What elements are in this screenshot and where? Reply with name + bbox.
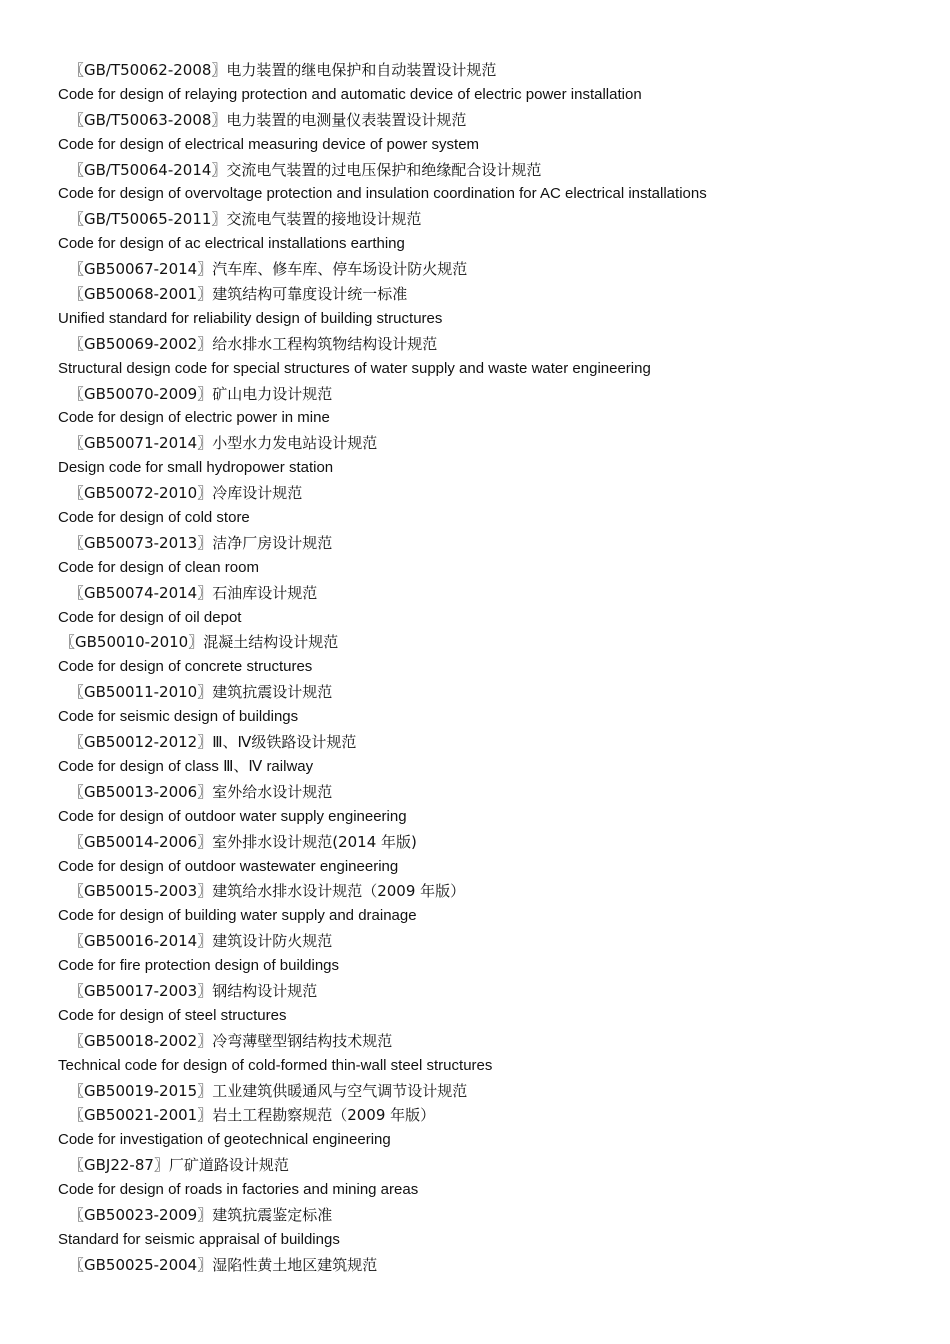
- standard-english-title: Code for design of oil depot: [58, 608, 242, 626]
- standard-english-title: Code for design of steel structures: [58, 1006, 287, 1024]
- standard-code-chinese-title: 〖GB50014-2006〗室外排水设计规范(2014 年版): [69, 832, 417, 851]
- standard-english-title: Structural design code for special structures of water supply and waste water engineering: [58, 359, 651, 377]
- standard-code-chinese-title: 〖GB50070-2009〗矿山电力设计规范: [69, 384, 333, 403]
- standard-code-chinese-title: 〖GB50015-2003〗建筑给水排水设计规范（2009 年版）: [69, 882, 466, 901]
- standard-english-title: Code for design of outdoor wastewater engineering: [58, 857, 399, 875]
- standard-code-chinese-title: 〖GB50018-2002〗冷弯薄壁型钢结构技术规范: [69, 1031, 393, 1050]
- standard-english-title: Code for design of outdoor water supply engineering: [58, 807, 407, 825]
- standard-english-title: Code for design of electrical measuring device of power system: [58, 135, 480, 153]
- standard-english-title: Code for design of relaying protection and automatic device of electric power installation: [58, 85, 642, 103]
- standard-code-chinese-title: 〖GB/T50065-2011〗交流电气装置的接地设计规范: [69, 210, 422, 229]
- standard-english-title: Code for fire protection design of buildings: [58, 957, 340, 975]
- standard-code-chinese-title: 〖GB50023-2009〗建筑抗震鉴定标准: [69, 1205, 333, 1224]
- standard-code-chinese-title: 〖GB50069-2002〗给水排水工程构筑物结构设计规范: [69, 334, 438, 353]
- standard-code-chinese-title: 〖GB50013-2006〗室外给水设计规范: [69, 782, 333, 801]
- standard-code-chinese-title: 〖GB50072-2010〗冷库设计规范: [69, 484, 303, 503]
- standard-english-title: Design code for small hydropower station: [58, 459, 334, 477]
- standard-english-title: Unified standard for reliability design of building structures: [58, 309, 443, 327]
- standard-english-title: Code for design of cold store: [58, 509, 250, 527]
- standard-english-title: Code for design of ac electrical installations earthing: [58, 235, 405, 253]
- standard-code-chinese-title: 〖GB50068-2001〗建筑结构可靠度设计统一标准: [69, 285, 408, 304]
- standard-english-title: Code for design of concrete structures: [58, 658, 313, 676]
- standard-english-title: Code for design of class Ⅲ、Ⅳ railway: [58, 757, 314, 775]
- standard-code-chinese-title: 〖GB50073-2013〗洁净厂房设计规范: [69, 533, 333, 552]
- standard-code-chinese-title: 〖GB50011-2010〗建筑抗震设计规范: [69, 683, 333, 702]
- standard-english-title: Code for seismic design of buildings: [58, 708, 299, 726]
- standard-code-chinese-title: 〖GBJ22-87〗厂矿道路设计规范: [69, 1156, 289, 1175]
- standard-english-title: Code for design of electric power in mine: [58, 409, 330, 427]
- standard-code-chinese-title: 〖GB50074-2014〗石油库设计规范: [69, 583, 318, 602]
- standard-english-title: Code for design of roads in factories and mining areas: [58, 1181, 419, 1199]
- standard-code-chinese-title: 〖GB50071-2014〗小型水力发电站设计规范: [69, 434, 378, 453]
- standard-code-chinese-title: 〖GB/T50062-2008〗电力装置的继电保护和自动装置设计规范: [69, 61, 497, 79]
- standard-code-chinese-title: 〖GB50021-2001〗岩土工程勘察规范（2009 年版）: [69, 1106, 436, 1125]
- standard-code-chinese-title: 〖GB50067-2014〗汽车库、修车库、停车场设计防火规范: [69, 260, 468, 279]
- standard-code-chinese-title: 〖GB50019-2015〗工业建筑供暖通风与空气调节设计规范: [69, 1081, 468, 1100]
- standard-english-title: Code for design of clean room: [58, 558, 259, 576]
- standard-code-chinese-title: 〖GB50010-2010〗混凝土结构设计规范: [60, 633, 339, 652]
- standard-code-chinese-title: 〖GB50017-2003〗钢结构设计规范: [69, 981, 318, 1000]
- standard-english-title: Standard for seismic appraisal of buildings: [58, 1230, 340, 1248]
- standard-code-chinese-title: 〖GB50016-2014〗建筑设计防火规范: [69, 932, 333, 951]
- standard-code-chinese-title: 〖GB50012-2012〗Ⅲ、Ⅳ级铁路设计规范: [69, 733, 357, 752]
- standards-list: [58, 58, 918, 1278]
- standard-code-chinese-title: 〖GB/T50063-2008〗电力装置的电测量仪表装置设计规范: [69, 110, 467, 129]
- standard-english-title: Technical code for design of cold-formed thin-wall steel structures: [58, 1056, 493, 1074]
- standard-code-chinese-title: 〖GB50025-2004〗湿陷性黄土地区建筑规范: [69, 1255, 378, 1274]
- standard-english-title: Code for design of overvoltage protection and insulation coordination for AC electrical installations: [58, 185, 707, 203]
- standard-code-chinese-title: 〖GB/T50064-2014〗交流电气装置的过电压保护和绝缘配合设计规范: [69, 160, 542, 179]
- standard-english-title: Code for investigation of geotechnical engineering: [58, 1131, 391, 1149]
- standard-english-title: Code for design of building water supply and drainage: [58, 907, 417, 925]
